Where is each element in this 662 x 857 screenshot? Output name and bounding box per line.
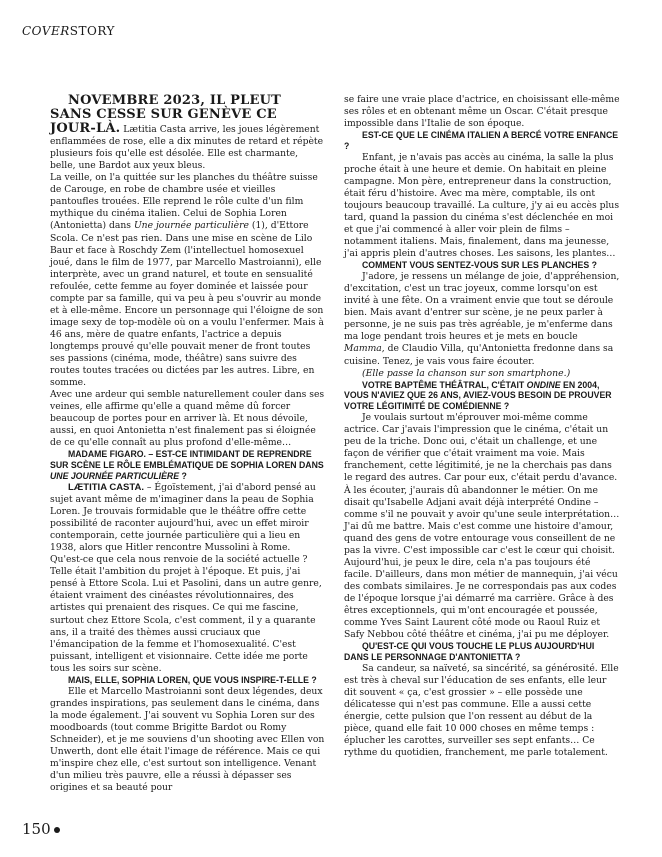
lead-in: NOVEMBRE 2023, IL PLEUT SANS CESSE SUR GENÈVE CE JOUR-LÀ. [50,93,282,137]
header-cover: COVER [22,24,70,38]
body-paragraph: se faire une vraie place d'actrice, en choisissant elle-même ses rôles et en obtenant même un Oscar. C'était presque impossible dans l'Italie de son époque. [344,94,620,130]
film-title: UNE JOURNÉE PARTICULIÈRE [50,471,180,482]
song-title: Mamma [344,343,382,355]
play-title: ONDINE [526,379,561,390]
answer: Enfant, je n'avais pas accès au cinéma, la salle la plus proche était à une heure et demie. On habitait en pleine campagne. Mon père, entrepreneur dans la construction, était féru d'histoire. Avec ma mère, comptable, ils ont toujours beaucoup travaillé. La culture, j'y ai eu accès plus tard, quand la passion du cinéma s'est déclenchée en moi et que j'ai commencé à aller voir plein de films – notamment italiens. Mais, finalement, dans ma jeunesse, j'ai appris plein d'autres choses. Les saisons, les plantes… [344,151,620,260]
question [344,380,620,413]
speaker-name: LÆTITIA CASTA. [68,481,144,493]
intro-paragraph [50,94,326,172]
question: COMMENT VOUS SENTEZ-VOUS SUR LES PLANCHES ? [362,260,597,271]
answer-text: – Égoïstement, j'ai d'abord pensé au sujet avant même de m'imaginer dans la peau de Sophia Loren. Je trouvais formidable que le théâtre offre cette possibilité de raconter aujourd'hui, avec un effet miroir contemporain, cette journée particulière qui a lieu en 1938, alors que Hitler rencontre Mussolini à Rome. Qu'est-ce que cela nous renvoie de la société actuelle ? Telle était l'ambition du projet à l'époque. Et puis, j'ai pensé à Ettore Scola. Lui et Pasolini, dans un autre genre, étaient vraiment des cinéastes révolutionnaires, des artistes qui prenaient des risques. Ce qui me fascine, surtout chez Ettore Scola, c'est comment, il y a quarante ans, il a traité des thèmes aussi cruciaux que l'émancipation de la femme et l'homosexualité. C'est puissant, intelligent et visionnaire. Cette idée me porte tous les soirs sur scène. [50,481,322,674]
left-column [50,94,326,794]
intro-text: Lætitia Casta arrive, les joues légèrement enflammées de rose, elle a dix minutes de retard et répète plusieurs fois qu'elle est désolée. Elle est charmante, belle, une Bardot aux yeux bleus. [50,124,324,172]
question-text: EN 2004, VOUS N'AVIEZ QUE 26 ANS, AVIEZ-VOUS BESOIN DE PROUVER VOTRE LÉGITIMITÉ DE COMÉDIENNE ? [344,379,612,412]
header-story: STORY [69,24,115,38]
answer-text: J'adore, je ressens un mélange de joie, d'appréhension, d'excitation, c'est un trac joyeux, comme lorsqu'on est invité à une fête. On a vraiment envie que tout se déroule bien. Mais avant d'entrer sur scène, je ne peux parler à personne, je ne suis pas très agréable, je m'enferme dans ma loge pendant trois heures et je mets en boucle [344,271,620,343]
bullet-dot [54,827,60,833]
answer-text: , de Claudio Villa, qu'Antonietta fredonne dans sa cuisine. Tenez, je vais vous faire écouter. [344,343,614,367]
question-text: MADAME FIGARO. – EST-CE INTIMIDANT DE REPRENDRE SUR SCÈNE LE RÔLE EMBLÉMATIQUE DE SOPHIA LOREN DANS [50,449,324,471]
question-text: ? [179,471,187,482]
answer: Sa candeur, sa naïveté, sa sincérité, sa générosité. Elle est très à cheval sur l'éducation de ses enfants, elle leur dit souvent « ça, c'est grossier » – elle possède une délicatesse qui n'est pas commune. Elle a aussi cette énergie, cette pulsion que l'on ressent au début de la pièce, quand elle fait 10 000 choses en même temps : éplucher les carottes, surveiller ses sept enfants… Ce rythme du quotidien, franchement, me parle totalement. [344,662,619,759]
section-header [22,24,115,38]
right-column [344,94,620,759]
question [50,449,326,482]
question: MAIS, ELLE, SOPHIA LOREN, QUE VOUS INSPIRE-T-ELLE ? [68,674,317,685]
body-text: (1), d'Ettore Scola. Ce n'est pas rien. Dans une mise en scène de Lilo Baur et face à Roschdy Zem (l'intellectuel homosexuel joué, dans le film de 1977, par Marcello Mastroianni), elle interprète, avec un grand naturel, et toute en sensualité refoulée, cette femme au foyer dominée et laissée pour compte par sa famille, qui va peu à peu s'ouvrir au monde et à elle-même. Encore un personnage qui l'éloigne de son image sexy de top-modèle où on a voulu l'enfermer. Mais à 46 ans, mère de quatre enfants, l'actrice a depuis longtemps prouvé qu'elle pouvait mener de front toutes ses passions (cinéma, mode, théâtre) sans suivre des routes toutes tracées ou dictées par les autres. Libre, en somme. [50,220,325,389]
answer: Je voulais surtout m'éprouver moi-même comme actrice. Car j'avais l'impression que le cinéma, c'était un peu de la triche. Donc oui, c'était un challenge, et une façon de vérifier que c'était vraiment ma voie. Mais franchement, cette légitimité, je ne la cherchais pas dans le regard des autres. Car pour eux, c'était perdu d'avance. À les écouter, j'aurais dû abandonner le métier. On me disait qu'Isabelle Adjani avait déjà interprété Ondine – comme s'il ne pouvait y avoir qu'une seule interprétation… J'ai dû me battre. Mais c'est comme une histoire d'amour, quand des gens de votre entourage vous conseillent de ne pas la vivre. C'est impossible car c'est le cœur qui choisit. Aujourd'hui, je peux le dire, cela n'a pas toujours été facile. D'ailleurs, dans mon métier de mannequin, j'ai vécu des combats similaires. Je ne correspondais pas aux codes de l'époque lorsque j'ai démarré ma carrière. Grâce à des êtres exceptionnels, qui m'ont encouragée et poussée, comme Yves Saint Laurent côté mode ou Raoul Ruiz et Safy Nebbou côté théâtre et cinéma, j'ai pu me déployer. [344,412,620,641]
question: EST-CE QUE LE CINÉMA ITALIEN A BERCÉ VOTRE ENFANCE ? [344,130,619,152]
body-paragraph [50,172,326,389]
answer: Elle et Marcello Mastroianni sont deux légendes, deux grandes inspirations, pas seulement dans le cinéma, dans la mode également. J'ai souvent vu Sophia Loren sur des moodboards (tout comme Brigitte Bardot ou Romy Schneider), et je me souviens d'un shooting avec Ellen von Unwerth, dont elle était l'image de référence. Mais ce qui m'inspire chez elle, c'est surtout son intelligence. Venant d'un milieu très pauvre, elle a réussi à dépasser ses origines et sa beauté pour [50,685,325,793]
body-paragraph: Avec une ardeur qui semble naturellement couler dans ses veines, elle affirme qu'elle a quand même dû forcer beaucoup de portes pour en arriver là. Et nous dévoile, aussi, en quoi Antonietta n'est finalement pas si éloignée de ce qu'elle connaît au plus profond d'elle-même… [50,389,325,449]
body-text: La veille, on l'a quittée sur les planches du théâtre suisse de Carouge, en robe de chambre usée et vieilles pantoufles trouées. Elle reprend le rôle culte d'un film mythique du cinéma italien. Celui de Sophia Loren (Antonietta) dans [50,172,318,232]
page-number-text: 150 [22,820,51,838]
stage-note: (Elle passe la chanson sur son smartphone.) [362,367,571,379]
question: QU'EST-CE QUI VOUS TOUCHE LE PLUS AUJOURD'HUI DANS LE PERSONNAGE D'ANTONIETTA ? [344,641,595,662]
page-number [22,820,60,838]
question-text: VOTRE BAPTÊME THÉÂTRAL, C'ÉTAIT [362,379,527,390]
answer [50,482,326,675]
answer [344,271,620,367]
film-title: Une journée particulière [133,220,249,232]
